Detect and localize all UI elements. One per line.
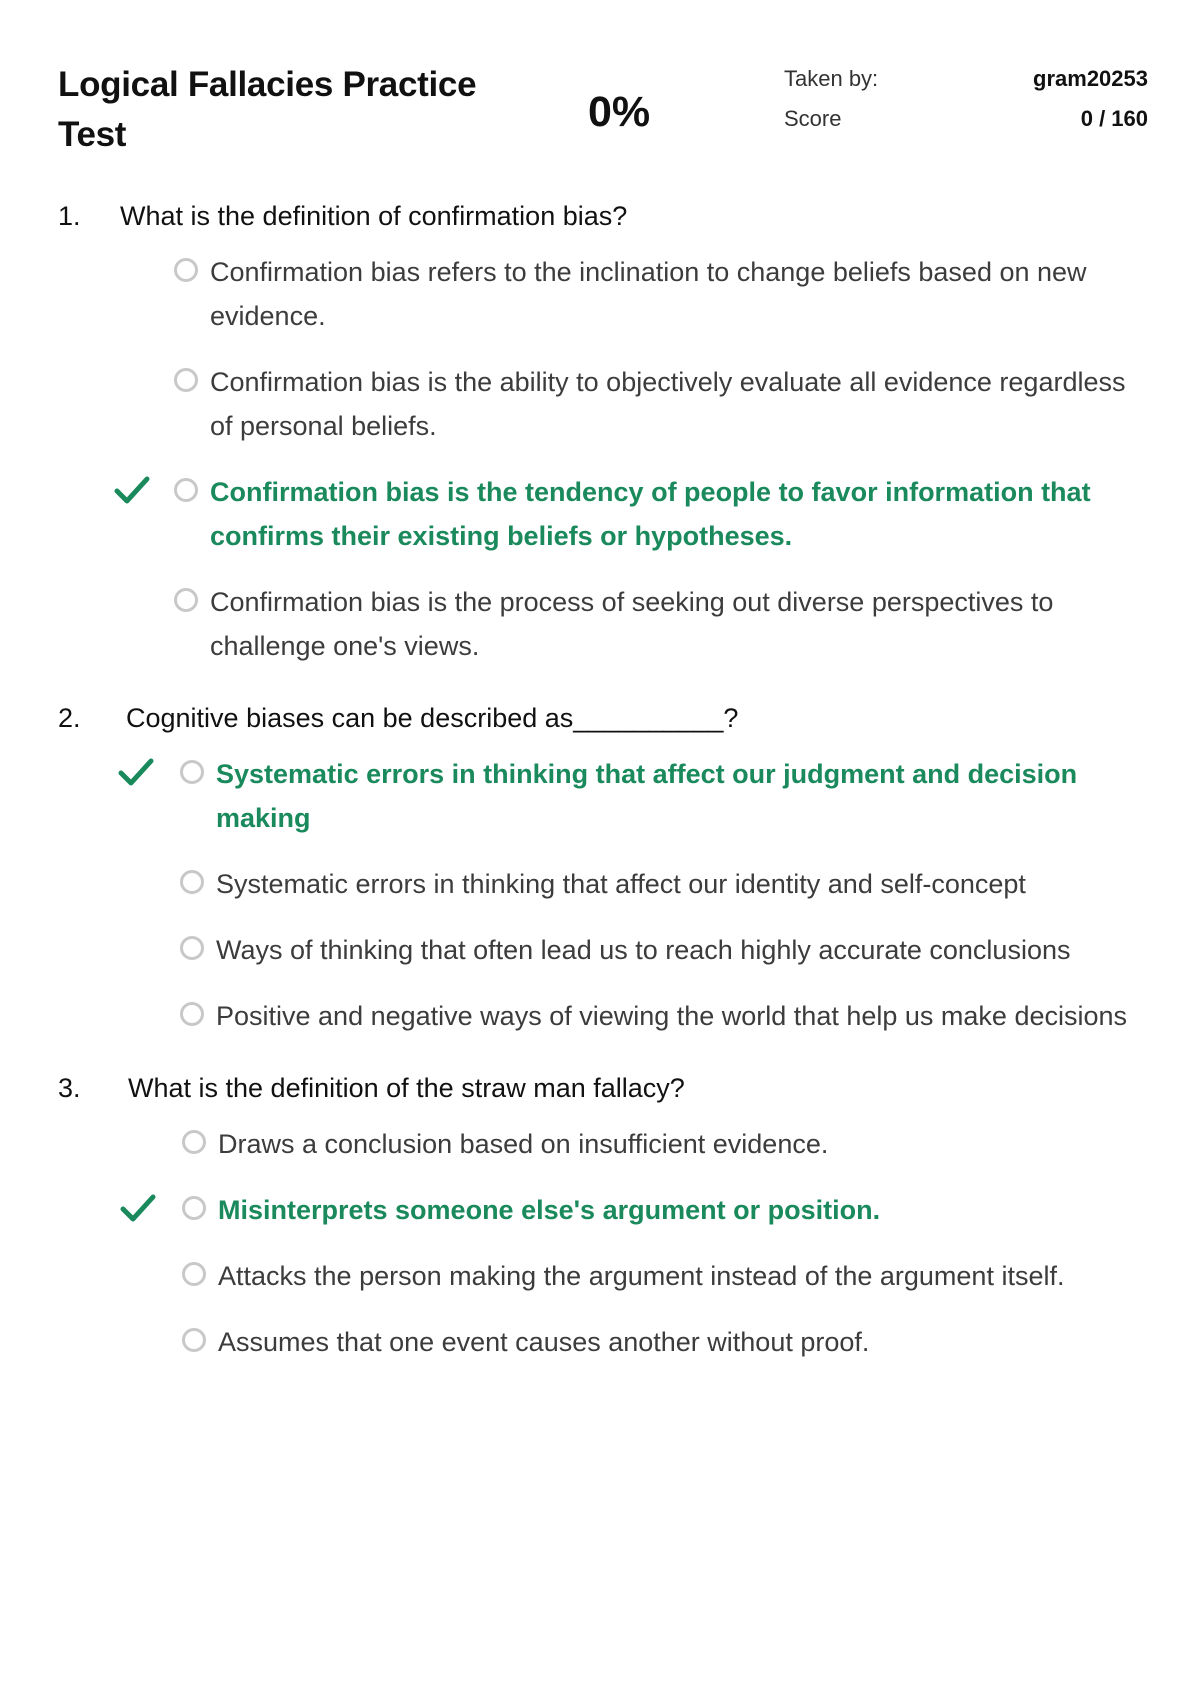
question-number: 1. bbox=[58, 201, 81, 231]
question-2 bbox=[0, 698, 1200, 1038]
answer-option-correct[interactable] bbox=[0, 470, 1200, 558]
answer-option[interactable] bbox=[0, 994, 1200, 1038]
radio-button[interactable] bbox=[174, 478, 198, 502]
answer-text: Ways of thinking that often lead us to reach highly accurate conclusions bbox=[216, 935, 1071, 965]
answer-text: Systematic errors in thinking that affect our identity and self-concept bbox=[216, 869, 1026, 899]
answer-text: Attacks the person making the argument instead of the argument itself. bbox=[218, 1261, 1065, 1291]
question-text: What is the definition of confirmation bias? bbox=[120, 201, 628, 231]
answer-text: Confirmation bias is the ability to objectively evaluate all evidence regardless of personal beliefs. bbox=[210, 367, 1126, 441]
question-3 bbox=[0, 1068, 1200, 1364]
quiz-header bbox=[0, 0, 1200, 170]
radio-button[interactable] bbox=[180, 760, 204, 784]
answer-option[interactable] bbox=[0, 862, 1200, 906]
answer-text: Assumes that one event causes another without proof. bbox=[218, 1327, 870, 1357]
answer-option-correct[interactable] bbox=[0, 1188, 1200, 1232]
radio-button[interactable] bbox=[174, 368, 198, 392]
question-number: 3. bbox=[58, 1073, 81, 1103]
radio-button[interactable] bbox=[182, 1196, 206, 1220]
answer-text: Misinterprets someone else's argument or position. bbox=[218, 1195, 881, 1225]
answer-option[interactable] bbox=[0, 360, 1200, 448]
answer-option-correct[interactable] bbox=[0, 752, 1200, 840]
radio-button[interactable] bbox=[174, 588, 198, 612]
answer-option[interactable] bbox=[0, 1122, 1200, 1166]
score-value: 0 / 160 bbox=[1080, 106, 1148, 131]
answer-text: Confirmation bias is the process of seeking out diverse perspectives to challenge one's views. bbox=[210, 587, 1054, 661]
radio-button[interactable] bbox=[182, 1262, 206, 1286]
checkmark-icon bbox=[118, 756, 154, 788]
question-number: 2. bbox=[58, 703, 81, 733]
answer-text: Positive and negative ways of viewing the world that help us make decisions bbox=[216, 1001, 1127, 1031]
answer-option[interactable] bbox=[0, 580, 1200, 668]
page-title: Logical Fallacies Practice Test bbox=[58, 65, 477, 154]
radio-button[interactable] bbox=[174, 258, 198, 282]
answer-option[interactable] bbox=[0, 250, 1200, 338]
answer-text: Confirmation bias is the tendency of people to favor information that confirms their existing beliefs or hypotheses. bbox=[210, 477, 1091, 551]
question-text: What is the definition of the straw man fallacy? bbox=[128, 1073, 685, 1103]
radio-button[interactable] bbox=[180, 870, 204, 894]
answer-text: Draws a conclusion based on insufficient evidence. bbox=[218, 1129, 829, 1159]
answer-text: Confirmation bias refers to the inclination to change beliefs based on new evidence. bbox=[210, 257, 1087, 331]
checkmark-icon bbox=[114, 474, 150, 506]
radio-button[interactable] bbox=[182, 1328, 206, 1352]
answer-text: Systematic errors in thinking that affect our judgment and decision making bbox=[216, 759, 1078, 833]
question-list bbox=[0, 196, 1200, 1394]
question-1 bbox=[0, 196, 1200, 668]
radio-button[interactable] bbox=[182, 1130, 206, 1154]
radio-button[interactable] bbox=[180, 1002, 204, 1026]
taken-by-value: gram20253 bbox=[1033, 66, 1148, 91]
score-label: Score bbox=[784, 106, 842, 131]
answer-option[interactable] bbox=[0, 928, 1200, 972]
score-percent: 0% bbox=[588, 88, 651, 136]
radio-button[interactable] bbox=[180, 936, 204, 960]
answer-option[interactable] bbox=[0, 1254, 1200, 1298]
question-text: Cognitive biases can be described as__________? bbox=[126, 703, 739, 733]
answer-option[interactable] bbox=[0, 1320, 1200, 1364]
checkmark-icon bbox=[120, 1192, 156, 1224]
taken-by-label: Taken by: bbox=[784, 66, 879, 91]
